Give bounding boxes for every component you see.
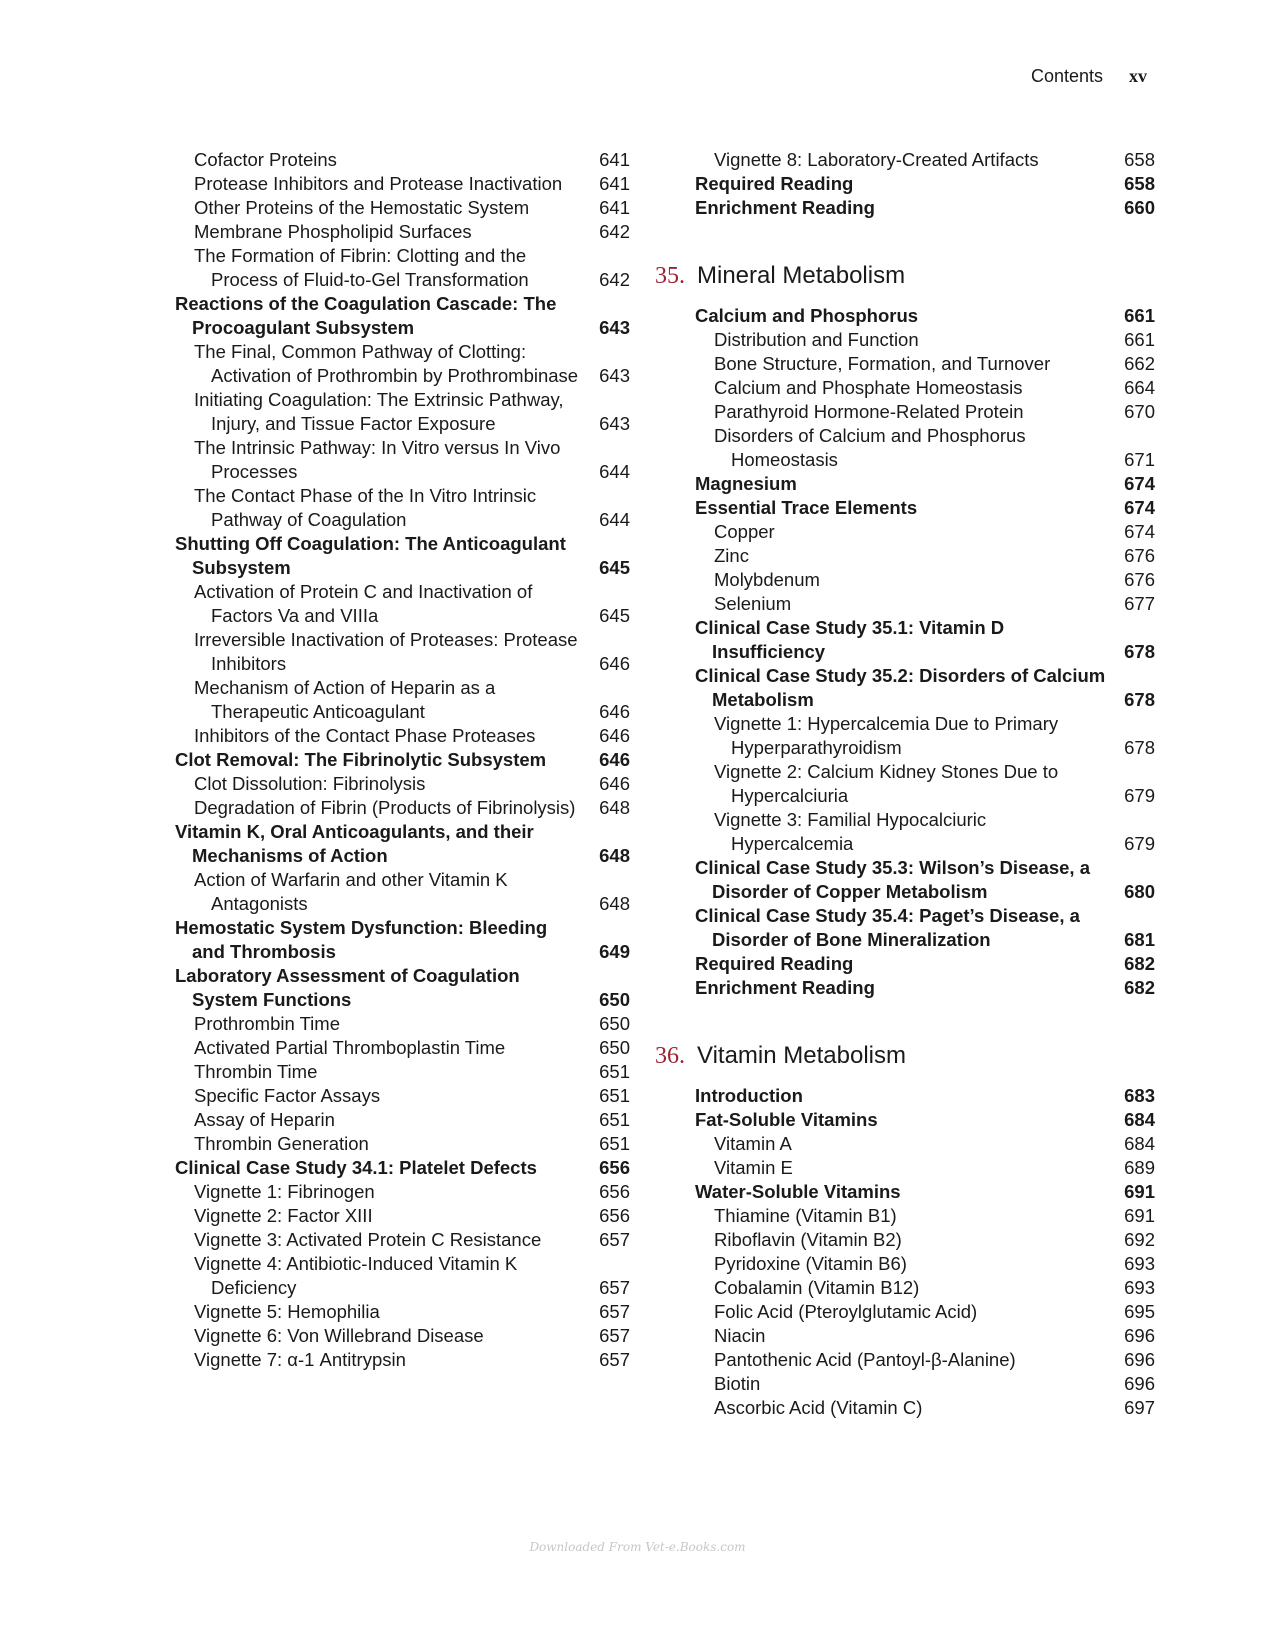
- toc-entry-page: 680: [1124, 881, 1155, 902]
- toc-entry[interactable]: [695, 520, 1155, 544]
- toc-entry-title: Vignette 2: Factor XIII: [194, 1205, 373, 1226]
- toc-entry-title: Initiating Coagulation: The Extrinsic Pathway, Injury, and Tissue Factor Exposure: [194, 389, 564, 434]
- toc-entry-title: Cofactor Proteins: [194, 149, 337, 170]
- toc-entry[interactable]: [175, 196, 630, 220]
- toc-entry-page: 645: [599, 605, 630, 626]
- toc-entry[interactable]: [175, 676, 630, 724]
- toc-entry[interactable]: [695, 376, 1155, 400]
- watermark: Downloaded From Vet-e.Books.com: [529, 1540, 746, 1554]
- toc-entry[interactable]: [175, 436, 630, 484]
- toc-entry[interactable]: [695, 496, 1155, 520]
- toc-entry[interactable]: [695, 568, 1155, 592]
- toc-entry-page: 642: [599, 221, 630, 242]
- toc-entry[interactable]: [175, 748, 630, 772]
- toc-entry-title: Niacin: [714, 1325, 766, 1346]
- toc-entry-title: Folic Acid (Pteroylglutamic Acid): [714, 1301, 978, 1322]
- toc-entry-title: Vignette 2: Calcium Kidney Stones Due to Hypercalciuria: [714, 761, 1059, 806]
- toc-list: [175, 148, 630, 1372]
- toc-entry-page: 656: [599, 1205, 630, 1226]
- toc-entry-title: Pantothenic Acid (Pantoyl-β-Alanine): [714, 1349, 1016, 1370]
- toc-entry-page: 662: [1124, 353, 1155, 374]
- toc-entry[interactable]: [175, 1084, 630, 1108]
- toc-entry-page: 693: [1124, 1277, 1155, 1298]
- toc-entry-title: Disorders of Calcium and Phosphorus Homeostasis: [714, 425, 1026, 470]
- toc-entry[interactable]: [175, 580, 630, 628]
- toc-entry-title: Vignette 8: Laboratory-Created Artifacts: [714, 149, 1039, 170]
- toc-entry-title: Vitamin K, Oral Anticoagulants, and their Mechanisms of Action: [175, 821, 534, 866]
- toc-entry[interactable]: [695, 616, 1155, 664]
- toc-entry-title: Specific Factor Assays: [194, 1085, 381, 1106]
- toc-entry[interactable]: [695, 1180, 1155, 1204]
- toc-entry[interactable]: [175, 220, 630, 244]
- toc-entry-page: 678: [1124, 689, 1155, 710]
- toc-entry-page: 645: [599, 557, 630, 578]
- toc-entry[interactable]: [695, 148, 1155, 172]
- toc-entry-page: 682: [1124, 953, 1155, 974]
- running-header: [1031, 66, 1147, 87]
- toc-entry-title: Required Reading: [695, 173, 854, 194]
- toc-entry-page: 695: [1124, 1301, 1155, 1322]
- toc-entry[interactable]: [695, 1132, 1155, 1156]
- toc-entry[interactable]: [695, 952, 1155, 976]
- toc-list: [695, 148, 1155, 220]
- toc-entry[interactable]: [695, 400, 1155, 424]
- toc-entry-page: 677: [1124, 593, 1155, 614]
- toc-entry-title: Irreversible Inactivation of Proteases: Protease Inhibitors: [194, 629, 578, 674]
- toc-entry-title: Vignette 1: Fibrinogen: [194, 1181, 375, 1202]
- toc-entry[interactable]: [695, 1396, 1155, 1420]
- toc-entry-page: 683: [1124, 1085, 1155, 1106]
- toc-entry[interactable]: [695, 424, 1155, 472]
- toc-entry[interactable]: [695, 1300, 1155, 1324]
- chapter-title: Mineral Metabolism: [697, 262, 906, 289]
- chapter-heading-35[interactable]: [655, 262, 1155, 290]
- toc-entry-page: 648: [599, 797, 630, 818]
- toc-entry-title: Activation of Protein C and Inactivation of Factors Va and VIIIa: [194, 581, 533, 626]
- toc-entry[interactable]: [695, 1252, 1155, 1276]
- toc-entry-page: 684: [1124, 1109, 1155, 1130]
- toc-entry-page: 657: [599, 1349, 630, 1370]
- toc-entry-page: 656: [599, 1181, 630, 1202]
- toc-entry[interactable]: [695, 664, 1155, 712]
- toc-entry-page: 670: [1124, 401, 1155, 422]
- toc-entry[interactable]: [175, 148, 630, 172]
- toc-entry[interactable]: [695, 976, 1155, 1000]
- toc-entry-title: Water-Soluble Vitamins: [695, 1181, 901, 1202]
- toc-entry-title: Degradation of Fibrin (Products of Fibrinolysis): [194, 797, 576, 818]
- toc-entry-title: Calcium and Phosphorus: [695, 305, 919, 326]
- toc-entry[interactable]: [175, 916, 630, 964]
- toc-entry[interactable]: [695, 808, 1155, 856]
- toc-entry-page: 648: [599, 893, 630, 914]
- toc-entry-title: Magnesium: [695, 473, 797, 494]
- chapter-heading-36[interactable]: [655, 1042, 1155, 1070]
- toc-entry[interactable]: [175, 628, 630, 676]
- toc-entry-title: Enrichment Reading: [695, 977, 875, 998]
- toc-entry-page: 658: [1124, 149, 1155, 170]
- toc-entry-title: Calcium and Phosphate Homeostasis: [714, 377, 1023, 398]
- toc-entry[interactable]: [695, 760, 1155, 808]
- toc-entry-page: 650: [599, 989, 630, 1010]
- toc-entry[interactable]: [695, 1276, 1155, 1300]
- toc-entry-title: Vitamin A: [714, 1133, 792, 1154]
- toc-entry[interactable]: [175, 1036, 630, 1060]
- toc-entry-page: 646: [599, 773, 630, 794]
- toc-entry-page: 644: [599, 461, 630, 482]
- toc-entry[interactable]: [175, 1204, 630, 1228]
- toc-entry[interactable]: [695, 1156, 1155, 1180]
- toc-list: [695, 304, 1155, 1000]
- toc-entry-page: 696: [1124, 1373, 1155, 1394]
- toc-entry-page: 643: [599, 365, 630, 386]
- toc-entry-page: 679: [1124, 833, 1155, 854]
- toc-entry[interactable]: [175, 1252, 630, 1300]
- toc-entry-title: Assay of Heparin: [194, 1109, 335, 1130]
- toc-entry[interactable]: [695, 1228, 1155, 1252]
- toc-entry-title: Clinical Case Study 34.1: Platelet Defects: [175, 1157, 537, 1178]
- toc-entry[interactable]: [695, 544, 1155, 568]
- toc-entry-title: Bone Structure, Formation, and Turnover: [714, 353, 1051, 374]
- toc-entry[interactable]: [695, 904, 1155, 952]
- toc-entry[interactable]: [175, 532, 630, 580]
- toc-left-column: [175, 148, 630, 1372]
- toc-entry-title: Hemostatic System Dysfunction: Bleeding and Thrombosis: [175, 917, 548, 962]
- toc-entry[interactable]: [695, 1084, 1155, 1108]
- toc-entry-page: 646: [599, 749, 630, 770]
- toc-entry-title: Protease Inhibitors and Protease Inactivation: [194, 173, 563, 194]
- toc-entry-page: 641: [599, 173, 630, 194]
- toc-entry[interactable]: [175, 1228, 630, 1252]
- toc-entry-title: Clinical Case Study 35.4: Paget’s Disease, a Disorder of Bone Mineralization: [695, 905, 1080, 950]
- toc-entry-page: 656: [599, 1157, 630, 1178]
- toc-entry[interactable]: [175, 172, 630, 196]
- toc-entry-title: Vignette 4: Antibiotic-Induced Vitamin K Deficiency: [194, 1253, 518, 1298]
- toc-entry[interactable]: [175, 388, 630, 436]
- header-section: Contents: [1030, 66, 1103, 86]
- toc-right-column: [655, 148, 1155, 1420]
- toc-entry-page: 646: [599, 725, 630, 746]
- toc-entry-page: 641: [599, 197, 630, 218]
- toc-entry-page: 651: [599, 1109, 630, 1130]
- toc-entry-title: Mechanism of Action of Heparin as a Therapeutic Anticoagulant: [194, 677, 496, 722]
- toc-entry-title: The Intrinsic Pathway: In Vitro versus In Vivo Processes: [194, 437, 561, 482]
- toc-entry[interactable]: [695, 592, 1155, 616]
- toc-entry[interactable]: [175, 1324, 630, 1348]
- toc-entry[interactable]: [175, 244, 630, 292]
- toc-entry-page: 696: [1124, 1325, 1155, 1346]
- chapter-number: 35.: [655, 263, 685, 289]
- toc-entry[interactable]: [175, 1132, 630, 1156]
- toc-entry-title: Clinical Case Study 35.2: Disorders of Calcium Metabolism: [695, 665, 1106, 710]
- toc-entry-page: 650: [599, 1037, 630, 1058]
- toc-entry-title: Other Proteins of the Hemostatic System: [194, 197, 530, 218]
- toc-entry-title: Ascorbic Acid (Vitamin C): [714, 1397, 923, 1418]
- toc-entry-title: Vignette 5: Hemophilia: [194, 1301, 380, 1322]
- toc-entry-page: 691: [1124, 1205, 1155, 1226]
- toc-entry-title: Vignette 6: Von Willebrand Disease: [194, 1325, 484, 1346]
- toc-entry-title: Essential Trace Elements: [695, 497, 918, 518]
- toc-entry-title: Vignette 7: α-1 Antitrypsin: [194, 1349, 406, 1370]
- toc-entry-page: 651: [599, 1061, 630, 1082]
- toc-entry[interactable]: [695, 1324, 1155, 1348]
- toc-entry[interactable]: [175, 484, 630, 532]
- toc-entry-page: 649: [599, 941, 630, 962]
- toc-entry-title: The Formation of Fibrin: Clotting and the Process of Fluid-to-Gel Transformation: [194, 245, 529, 290]
- toc-entry-page: 646: [599, 653, 630, 674]
- toc-entry[interactable]: [175, 1060, 630, 1084]
- toc-entry[interactable]: [695, 304, 1155, 328]
- toc-entry[interactable]: [695, 712, 1155, 760]
- toc-entry-title: Reactions of the Coagulation Cascade: The Procoagulant Subsystem: [175, 293, 557, 338]
- toc-entry-title: Clinical Case Study 35.1: Vitamin D Insufficiency: [695, 617, 1005, 662]
- toc-entry[interactable]: [175, 964, 630, 1012]
- toc-entry-page: 664: [1124, 377, 1155, 398]
- toc-entry-title: Biotin: [714, 1373, 761, 1394]
- toc-entry[interactable]: [175, 1012, 630, 1036]
- toc-entry-title: Shutting Off Coagulation: The Anticoagulant Subsystem: [175, 533, 566, 578]
- toc-entry-title: Laboratory Assessment of Coagulation System Functions: [175, 965, 520, 1010]
- toc-entry-title: Activated Partial Thromboplastin Time: [194, 1037, 506, 1058]
- toc-entry-title: Parathyroid Hormone-Related Protein: [714, 401, 1024, 422]
- toc-entry-page: 679: [1124, 785, 1155, 806]
- toc-entry-title: Enrichment Reading: [695, 197, 875, 218]
- toc-entry-title: Membrane Phospholipid Surfaces: [194, 221, 472, 242]
- toc-entry-title: Required Reading: [695, 953, 854, 974]
- toc-entry-title: Thrombin Time: [194, 1061, 318, 1082]
- toc-entry-page: 678: [1124, 641, 1155, 662]
- toc-entry-page: 657: [599, 1325, 630, 1346]
- toc-entry-page: 676: [1124, 545, 1155, 566]
- toc-entry-page: 674: [1124, 521, 1155, 542]
- toc-entry[interactable]: [695, 1348, 1155, 1372]
- toc-entry-page: 641: [599, 149, 630, 170]
- toc-entry-page: 684: [1124, 1133, 1155, 1154]
- toc-entry-page: 648: [599, 845, 630, 866]
- toc-entry[interactable]: [175, 1348, 630, 1372]
- toc-entry-title: Cobalamin (Vitamin B12): [714, 1277, 920, 1298]
- toc-entry[interactable]: [175, 796, 630, 820]
- toc-entry-page: 644: [599, 509, 630, 530]
- toc-entry-title: Vitamin E: [714, 1157, 793, 1178]
- toc-entry-page: 661: [1124, 305, 1155, 326]
- toc-entry-page: 696: [1124, 1349, 1155, 1370]
- toc-entry-title: Thrombin Generation: [194, 1133, 369, 1154]
- toc-entry-page: 676: [1124, 569, 1155, 590]
- toc-entry[interactable]: [695, 328, 1155, 352]
- toc-entry-page: 646: [599, 701, 630, 722]
- toc-entry-page: 674: [1124, 497, 1155, 518]
- toc-entry-title: Introduction: [695, 1085, 803, 1106]
- toc-entry-title: Riboflavin (Vitamin B2): [714, 1229, 902, 1250]
- toc-entry-page: 691: [1124, 1181, 1155, 1202]
- toc-entry-page: 681: [1124, 929, 1155, 950]
- toc-entry-title: Vignette 1: Hypercalcemia Due to Primary Hyperparathyroidism: [714, 713, 1059, 758]
- toc-entry-page: 643: [599, 317, 630, 338]
- toc-entry[interactable]: [175, 820, 630, 868]
- toc-entry[interactable]: [695, 856, 1155, 904]
- toc-entry-title: Fat-Soluble Vitamins: [695, 1109, 878, 1130]
- toc-entry-title: The Contact Phase of the In Vitro Intrinsic Pathway of Coagulation: [194, 485, 537, 530]
- toc-entry-title: Distribution and Function: [714, 329, 919, 350]
- toc-entry[interactable]: [695, 1108, 1155, 1132]
- toc-entry[interactable]: [695, 1204, 1155, 1228]
- toc-entry-page: 642: [599, 269, 630, 290]
- toc-entry[interactable]: [695, 172, 1155, 196]
- toc-entry-page: 657: [599, 1229, 630, 1250]
- toc-entry[interactable]: [175, 340, 630, 388]
- toc-entry-title: Molybdenum: [714, 569, 820, 590]
- toc-entry-title: Copper: [714, 521, 775, 542]
- toc-entry[interactable]: [695, 1372, 1155, 1396]
- toc-entry-title: Clinical Case Study 35.3: Wilson’s Disease, a Disorder of Copper Metabolism: [695, 857, 1091, 902]
- toc-entry-page: 693: [1124, 1253, 1155, 1274]
- toc-entry-page: 678: [1124, 737, 1155, 758]
- toc-entry[interactable]: [175, 868, 630, 916]
- toc-entry-title: The Final, Common Pathway of Clotting: Activation of Prothrombin by Prothrombinase: [194, 341, 579, 386]
- toc-entry[interactable]: [695, 472, 1155, 496]
- toc-entry-page: 697: [1124, 1397, 1155, 1418]
- toc-entry-page: 682: [1124, 977, 1155, 998]
- toc-entry-page: 650: [599, 1013, 630, 1034]
- toc-entry[interactable]: [175, 724, 630, 748]
- toc-entry-title: Zinc: [714, 545, 749, 566]
- toc-entry-page: 671: [1124, 449, 1155, 470]
- toc-entry-title: Prothrombin Time: [194, 1013, 340, 1034]
- toc-entry[interactable]: [175, 292, 630, 340]
- toc-entry[interactable]: [695, 196, 1155, 220]
- toc-entry-title: Action of Warfarin and other Vitamin K Antagonists: [194, 869, 508, 914]
- toc-entry[interactable]: [175, 1156, 630, 1180]
- toc-entry-title: Clot Dissolution: Fibrinolysis: [194, 773, 426, 794]
- toc-entry-page: 657: [599, 1301, 630, 1322]
- toc-entry-page: 660: [1124, 197, 1155, 218]
- toc-entry-page: 661: [1124, 329, 1155, 350]
- toc-entry-page: 692: [1124, 1229, 1155, 1250]
- toc-entry-page: 658: [1124, 173, 1155, 194]
- toc-entry[interactable]: [175, 772, 630, 796]
- toc-entry[interactable]: [175, 1300, 630, 1324]
- toc-entry[interactable]: [175, 1180, 630, 1204]
- toc-entry-page: 643: [599, 413, 630, 434]
- toc-list: [695, 1084, 1155, 1420]
- toc-entry-page: 651: [599, 1085, 630, 1106]
- chapter-number: 36.: [655, 1043, 685, 1069]
- toc-entry-page: 689: [1124, 1157, 1155, 1178]
- toc-entry[interactable]: [695, 352, 1155, 376]
- chapter-title: Vitamin Metabolism: [697, 1042, 906, 1069]
- toc-entry-page: 651: [599, 1133, 630, 1154]
- toc-entry-title: Vignette 3: Activated Protein C Resistance: [194, 1229, 542, 1250]
- toc-entry-title: Thiamine (Vitamin B1): [714, 1205, 897, 1226]
- toc-entry-title: Pyridoxine (Vitamin B6): [714, 1253, 907, 1274]
- toc-entry-page: 657: [599, 1277, 630, 1298]
- toc-entry-page: 674: [1124, 473, 1155, 494]
- toc-entry-title: Selenium: [714, 593, 792, 614]
- toc-entry-title: Vignette 3: Familial Hypocalciuric Hypercalcemia: [714, 809, 987, 854]
- toc-entry-title: Inhibitors of the Contact Phase Proteases: [194, 725, 536, 746]
- page-folio: xv: [1129, 66, 1147, 86]
- toc-entry[interactable]: [175, 1108, 630, 1132]
- toc-entry-title: Clot Removal: The Fibrinolytic Subsystem: [175, 749, 547, 770]
